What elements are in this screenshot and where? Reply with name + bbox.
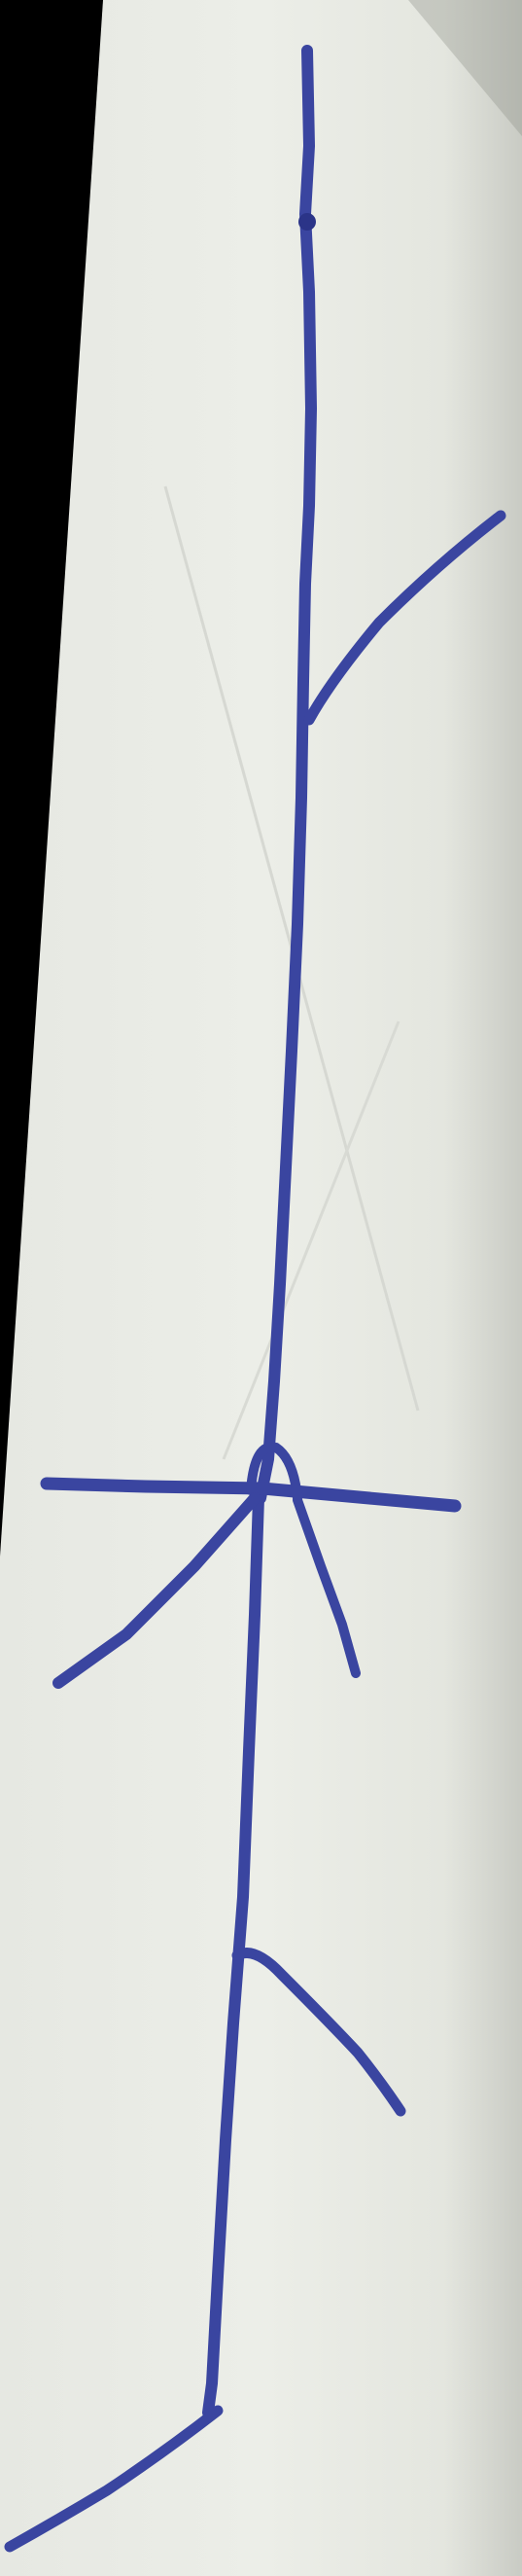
top-node-dot bbox=[298, 213, 316, 231]
